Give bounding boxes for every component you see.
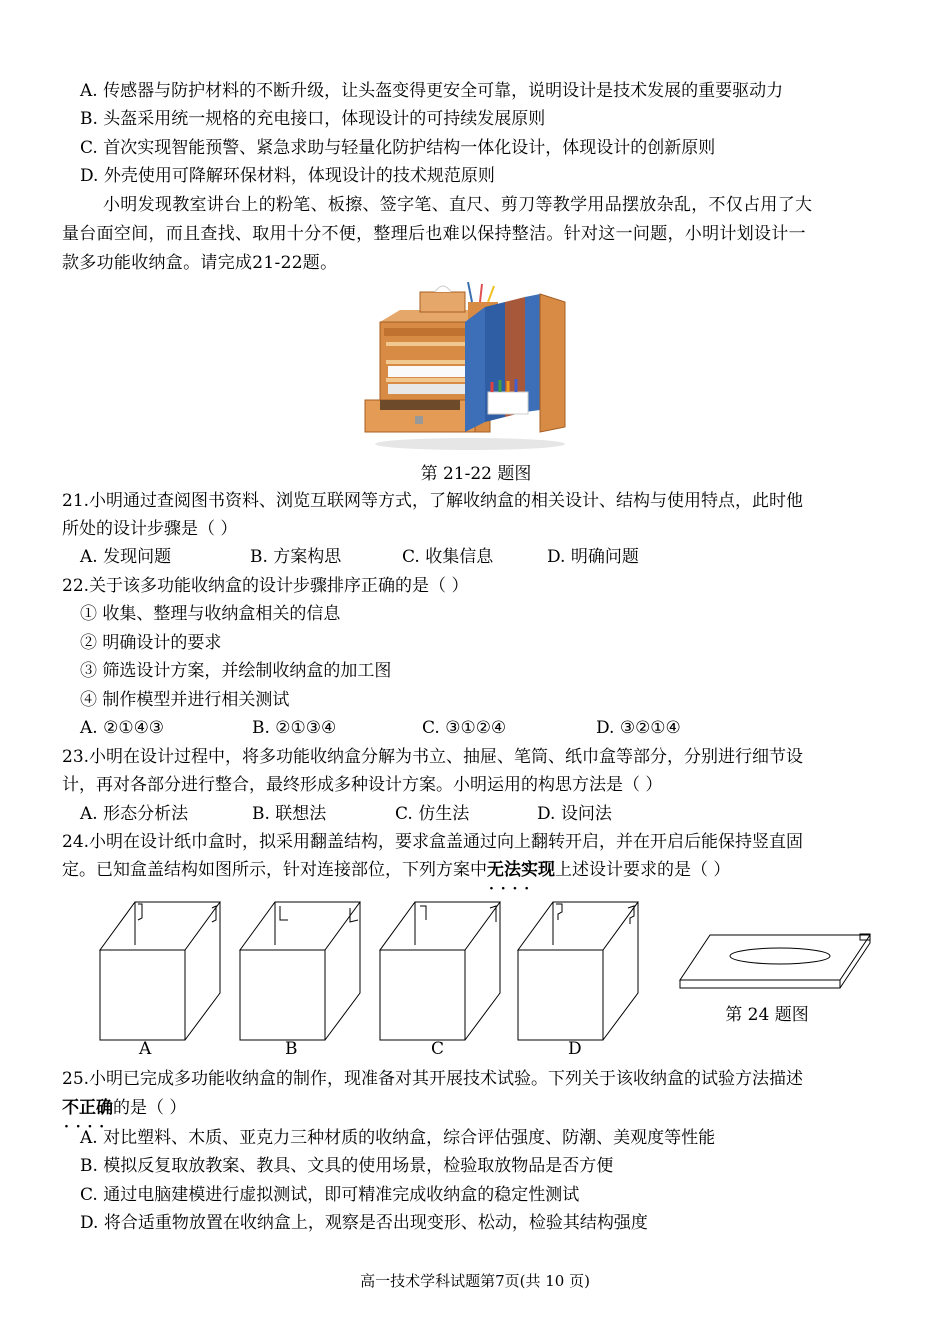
box-label-c: C (431, 1039, 445, 1059)
q24-stem-emphasis: 无法实现 · · · · (487, 860, 555, 880)
intro-line-2: 量台面空间，而且查找、取用十分不便，整理后也难以保持整洁。针对这一问题，小明计划设计一 (62, 224, 806, 244)
q22-stem: 22.关于该多功能收纳盒的设计步骤排序正确的是（ ） (62, 576, 469, 596)
q22-option-c: C. ③①②④ (422, 718, 507, 738)
q22-options (80, 716, 736, 740)
q23-option-b: B. 联想法 (252, 804, 327, 824)
box-d-drawing (518, 902, 638, 1040)
q25-option-d: D. 将合适重物放置在收纳盒上，观察是否出现变形、松动，检验其结构强度 (80, 1213, 648, 1233)
q25-option-a: A. 对比塑料、木质、亚克力三种材质的收纳盒，综合评估强度、防潮、美观度等性能 (80, 1128, 716, 1148)
q24-figures (90, 890, 890, 1065)
q25-stem-post: 的是（ ） (113, 1098, 187, 1118)
figure1-caption: 第 21-22 题图 (420, 464, 532, 484)
q22-item-1: ① 收集、整理与收纳盒相关的信息 (80, 604, 341, 624)
q22-option-b: B. ②①③④ (252, 718, 337, 738)
q23-option-c: C. 仿生法 (395, 804, 470, 824)
q23-option-d: D. 设问法 (537, 804, 612, 824)
box-c-drawing (380, 902, 500, 1040)
q21-option-a: A. 发现问题 (80, 547, 172, 567)
figure24-caption: 第 24 题图 (725, 1005, 809, 1025)
q24-stem-line-2 (62, 858, 730, 882)
q24-stem-pre: 定。已知盒盖结构如图所示，针对连接部位，下列方案中 (62, 860, 487, 880)
q23-stem-line-1: 23.小明在设计过程中，将多功能收纳盒分解为书立、抽屉、笔筒、纸巾盒等部分，分别进行细节设 (62, 747, 804, 767)
q20-option-d: D. 外壳使用可降解环保材料，体现设计的技术规范原则 (80, 166, 495, 186)
q21-options (80, 545, 687, 569)
box-b-drawing (240, 902, 360, 1040)
box-label-b: B (285, 1039, 298, 1059)
box-a-drawing (100, 902, 220, 1040)
q21-option-d: D. 明确问题 (547, 547, 639, 567)
q23-options (80, 802, 677, 826)
q25-option-c: C. 通过电脑建模进行虚拟测试，即可精准完成收纳盒的稳定性测试 (80, 1185, 580, 1205)
q21-stem-line-2: 所处的设计步骤是（ ） (62, 519, 238, 539)
q25-stem-line-2 (62, 1096, 186, 1120)
q23-option-a: A. 形态分析法 (80, 804, 189, 824)
q20-option-c: C. 首次实现智能预警、紧急求助与轻量化防护结构一体化设计，体现设计的创新原则 (80, 138, 716, 158)
q23-stem-line-2: 计，再对各部分进行整合，最终形成多种设计方案。小明运用的构思方法是（ ） (62, 775, 663, 795)
box-label-d: D (568, 1039, 582, 1059)
q22-item-2: ② 明确设计的要求 (80, 633, 222, 653)
q21-option-c: C. 收集信息 (402, 547, 494, 567)
q21-stem-line-1: 21.小明通过查阅图书资料、浏览互联网等方式，了解收纳盒的相关设计、结构与使用特点，此时他 (62, 491, 804, 511)
q20-option-a: A. 传感器与防护材料的不断升级，让头盔变得更安全可靠，说明设计是技术发展的重要驱动力 (80, 81, 784, 101)
q25-stem-emphasis: 不正确 · · · · (62, 1098, 113, 1118)
q24-stem-line-1: 24.小明在设计纸巾盒时，拟采用翻盖结构，要求盒盖通过向上翻转开启，并在开启后能保持竖直固 (62, 832, 804, 852)
q22-option-a: A. ②①④③ (80, 718, 165, 738)
page-footer: 高一技术学科试题第7页(共 10 页) (360, 1272, 590, 1290)
intro-line-1: 小明发现教室讲台上的粉笔、板擦、签字笔、直尺、剪刀等教学用品摆放杂乱，不仅占用了大 (103, 195, 813, 215)
q22-option-d: D. ③②①④ (596, 718, 681, 738)
q22-item-3: ③ 筛选设计方案，并绘制收纳盒的加工图 (80, 661, 392, 681)
q25-option-b: B. 模拟反复取放教案、教具、文具的使用场景，检验取放物品是否方便 (80, 1156, 614, 1176)
q21-option-b: B. 方案构思 (250, 547, 342, 567)
box-label-a: A (139, 1039, 152, 1059)
q22-item-4: ④ 制作模型并进行相关测试 (80, 690, 290, 710)
q24-stem-post: 上述设计要求的是（ ） (555, 860, 731, 880)
organizer-illustration (360, 282, 570, 454)
intro-line-3: 款多功能收纳盒。请完成21-22题。 (62, 253, 338, 273)
q20-option-b: B. 头盔采用统一规格的充电接口，体现设计的可持续发展原则 (80, 109, 546, 129)
q25-stem-line-1: 25.小明已完成多功能收纳盒的制作，现准备对其开展技术试验。下列关于该收纳盒的试验方法描述 (62, 1069, 804, 1089)
lid-drawing (680, 934, 870, 988)
